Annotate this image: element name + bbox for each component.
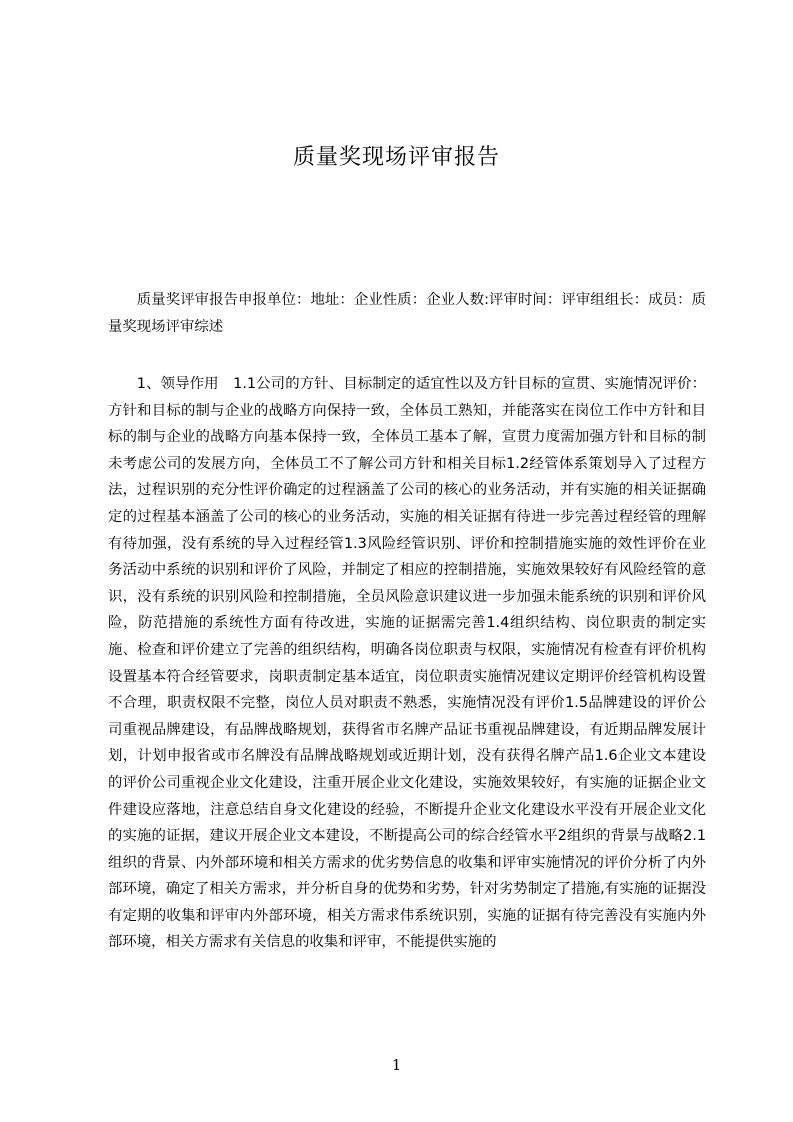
paragraph-review-content: 1、领导作用 1.1公司的方针、目标制定的适宜性以及方针目标的宣贯、实施情况评价：方针和目标的制与企业的战略方向保持一致，全体员工熟知，并能落实在岗位工作中方针和目标的制与企业的战略方向基本保持一致，全体员工基本了解，宣贯力度需加强方针和目标的制未考虑公司的发展方向，全体员工不了解公司方针和相关目标1.2经管体系策划导入了过程方法，过程识别的充分性评价确定的过程涵盖了公司的核心的业务活动，并有实施的相关证据确定的过程基本涵盖了公司的核心的业务活动，实施的相关证据有待进一步完善过程经管的理解有待加强，没有系统的导入过程经管1.3风险经管识别、评价和控制措施实施的效性评价在业务活动中系统的识别和评价了风险，并制定了相应的控制措施，实施效果较好有风险经管的意识，没有系统的识别风险和控制措施，全员风险意识建议进一步加强未能系统的识别和评价风险，防范措施的系统性方面有待改进，实施的证据需完善1.4组织结构、岗位职责的制定实施、检查和评价建立了完善的组织结构，明确各岗位职责与权限，实施情况有检查有评价机构设置基本符合经管要求，岗职责制定基本适宜，岗位职责实施情况建议定期评价经管机构设置不合理，职责权限不完整，岗位人员对职责不熟悉，实施情况没有评价1.5品牌建设的评价公司重视品牌建设，有品牌战略规划，获得省市名牌产品证书重视品牌建设，有近期品牌发展计划，计划申报省或市名牌没有品牌战略规划或近期计划，没有获得名牌产品1.6企业文本建设的评价公司重视企业文化建设，注重开展企业文化建设，实施效果较好，有实施的证据企业文件建设应落地，注意总结自身文化建设的经验，不断提升企业文化建设水平没有开展企业文化的实施的证据，建议开展企业文本建设，不断提高公司的综合经管水平2组织的背景与战略2.1组织的背景、内外部环境和相关方需求的优劣势信息的收集和评审实施情况的评价分析了内外部环境，确定了相关方需求，并分析自身的优势和劣势，针对劣势制定了措施,有实施的证据没有定期的收集和评审内外部环境，相关方需求伟系统识别，实施的证据有待完善没有实施内外部环境，相关方需求有关信息的收集和评审，不能提供实施的: [108, 376, 706, 951]
document-title: 质量奖现场评审报告: [292, 145, 500, 170]
paragraph-report-header: 质量奖评审报告申报单位：地址：企业性质：企业人数:评审时间：评审组组长：成员：质量奖现场评审综述: [108, 292, 706, 335]
page-number: 1: [391, 1056, 402, 1074]
